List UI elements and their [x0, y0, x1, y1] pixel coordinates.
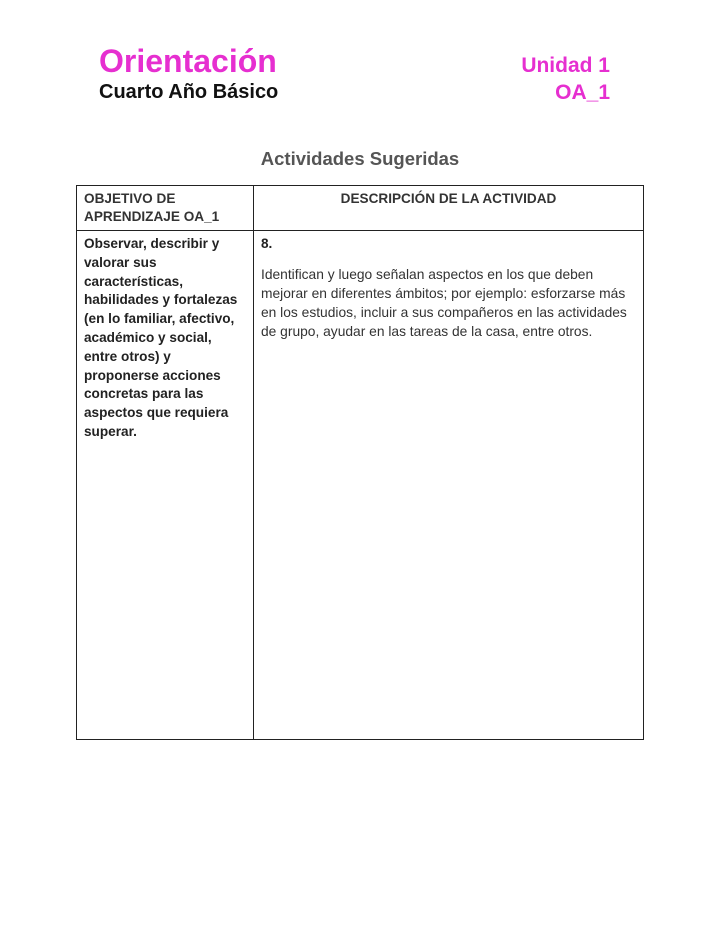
- activity-number: 8.: [261, 236, 273, 251]
- objective-text: Observar, describir y valorar sus características, habilidades y fortalezas (en lo familiar, afectivo, académico y social, entre otros) y proponerse acciones concretas para las aspectos que requiera superar.: [84, 236, 238, 439]
- unit-label: Unidad 1: [521, 54, 610, 77]
- description-column-header: DESCRIPCIÓN DE LA ACTIVIDAD: [254, 186, 644, 231]
- objective-cell: [77, 231, 254, 740]
- document-header-right: [521, 52, 610, 106]
- description-cell: [254, 231, 644, 740]
- activity-description: Identifican y luego señalan aspectos en los que deben mejorar en diferentes ámbitos; por ejemplo: esforzarse más en los estudios, incluir a sus compañeros en las actividades de grupo, ayudar en las tareas de la casa, entre otros.: [261, 267, 627, 339]
- oa-code: OA_1: [555, 81, 610, 104]
- objective-column-header: OBJETIVO DE APRENDIZAJE OA_1: [77, 186, 254, 231]
- table-header-row: [77, 186, 644, 231]
- section-title: Actividades Sugeridas: [260, 148, 460, 169]
- grade-level: Cuarto Año Básico: [99, 81, 279, 103]
- table-row: [77, 231, 644, 740]
- activity-table: [76, 185, 644, 740]
- document-header-left: [99, 42, 278, 105]
- subject-title: Orientación: [99, 43, 277, 79]
